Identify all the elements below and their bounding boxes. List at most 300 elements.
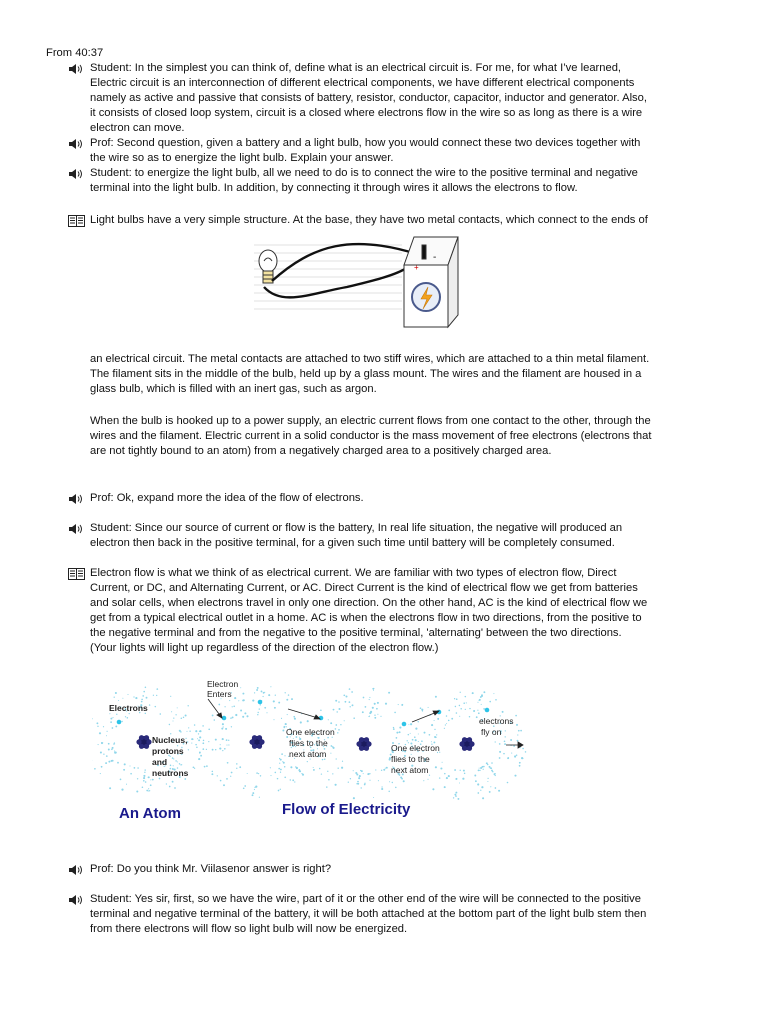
cloud-dot	[294, 781, 295, 782]
cloud-dot	[369, 699, 370, 700]
cloud-dot	[296, 767, 298, 769]
cloud-dot	[415, 739, 417, 741]
text-line: the negative terminal and from the negative to the positive terminal, 'alternating' between the two directions.	[90, 627, 622, 639]
wire-top	[272, 244, 420, 281]
cloud-dot	[460, 708, 462, 710]
cloud-dot	[202, 725, 204, 727]
cloud-dot	[437, 718, 439, 720]
cloud-dot	[266, 712, 267, 713]
cloud-dot	[195, 744, 197, 746]
cloud-dot	[503, 753, 505, 755]
cloud-dot	[123, 769, 125, 771]
cloud-dot	[188, 727, 189, 728]
cloud-dot	[189, 731, 190, 732]
text-line: terminal and negative terminal of the battery, it will be both attached at the bottom part of the light bulb stem then	[90, 908, 647, 920]
cloud-dot	[478, 770, 480, 772]
cloud-dot	[319, 768, 321, 770]
cloud-dot	[448, 775, 450, 777]
cloud-dot	[259, 797, 260, 798]
cloud-dot	[359, 775, 361, 777]
cloud-dot	[395, 787, 397, 789]
cloud-dot	[350, 778, 351, 779]
book-icon	[68, 568, 85, 580]
cloud-dot	[198, 733, 199, 734]
cloud-dot	[460, 692, 461, 693]
cloud-dot	[191, 743, 192, 744]
cloud-dot	[320, 709, 322, 711]
cloud-dot	[469, 708, 470, 709]
cloud-dot	[264, 692, 265, 693]
cloud-dot	[115, 692, 117, 694]
nucleus-particle	[144, 735, 149, 740]
cloud-dot	[293, 716, 295, 718]
cloud-dot	[514, 755, 516, 757]
nucleus-particle	[139, 735, 144, 740]
cloud-dot	[256, 772, 258, 774]
cloud-dot	[412, 739, 414, 741]
cloud-dot	[137, 778, 138, 779]
cloud-dot	[508, 757, 509, 758]
cloud-dot	[483, 769, 484, 770]
cloud-dot	[127, 717, 129, 719]
cloud-dot	[144, 772, 145, 773]
battery	[404, 237, 458, 327]
cloud-dot	[146, 697, 148, 699]
cloud-dot	[463, 770, 465, 772]
text-line: from there electrons will flow so light bulb will now be energized.	[90, 923, 408, 935]
flyon-label: fly on	[481, 727, 502, 737]
cloud-dot	[423, 780, 424, 781]
cloud-dot	[274, 707, 276, 709]
cloud-dot	[264, 707, 266, 709]
cloud-dot	[374, 714, 375, 715]
cloud-dot	[127, 694, 128, 695]
cloud-dot	[358, 777, 360, 779]
cloud-dot	[116, 714, 117, 715]
cloud-dot	[268, 694, 270, 696]
cloud-dot	[223, 726, 224, 727]
cloud-dot	[429, 734, 431, 736]
cloud-dot	[444, 786, 446, 788]
cloud-dot	[465, 709, 466, 710]
cloud-dot	[369, 780, 370, 781]
cloud-dot	[226, 745, 227, 746]
cloud-dot	[394, 712, 396, 714]
cloud-dot	[519, 762, 521, 764]
cloud-dot	[482, 797, 484, 799]
cloud-dot	[345, 701, 347, 703]
cloud-dot	[499, 751, 501, 753]
cloud-dot	[230, 776, 231, 777]
cloud-dot	[463, 702, 465, 704]
cloud-dot	[208, 741, 209, 742]
cloud-dot	[124, 763, 126, 765]
cloud-dot	[195, 730, 197, 732]
cloud-dot	[160, 713, 161, 714]
cloud-dot	[338, 701, 340, 703]
nucleus-label: Nucleus,	[152, 735, 188, 745]
cloud-dot	[181, 718, 183, 720]
cloud-dot	[222, 738, 224, 740]
cloud-dot	[115, 725, 117, 727]
cloud-dot	[156, 695, 157, 696]
cloud-dot	[460, 770, 461, 771]
cloud-dot	[228, 744, 229, 745]
cloud-dot	[202, 742, 204, 744]
cloud-dot	[100, 751, 102, 753]
cloud-dot	[444, 773, 446, 775]
cloud-dot	[415, 728, 417, 730]
cloud-dot	[424, 732, 426, 734]
text-line: When the bulb is hooked up to a power supply, an electric current flows from one contact to the other, through the	[90, 415, 651, 427]
arrow	[288, 709, 318, 718]
cloud-dot	[483, 691, 485, 693]
nucleus-particle	[467, 737, 472, 742]
cloud-dot	[200, 755, 202, 757]
cloud-dot	[280, 769, 282, 771]
speaker-icon	[68, 894, 84, 906]
text-line: glass bulb, which is filled with an inert gas, such as argon.	[90, 383, 377, 395]
cloud-dot	[214, 719, 216, 721]
cloud-dot	[410, 733, 411, 734]
cloud-dot	[218, 704, 220, 706]
cloud-dot	[328, 719, 329, 720]
cloud-dot	[422, 710, 423, 711]
cloud-dot	[174, 787, 176, 789]
cloud-dot	[331, 745, 333, 747]
cloud-dot	[149, 704, 150, 705]
cloud-dot	[228, 740, 229, 741]
cloud-dot	[504, 740, 506, 742]
cloud-dot	[284, 776, 286, 778]
cloud-dot	[125, 716, 126, 717]
cloud-dot	[226, 739, 228, 741]
cloud-dot	[399, 727, 401, 729]
cloud-dot	[477, 783, 479, 785]
cloud-dot	[330, 722, 332, 724]
cloud-dot	[141, 699, 143, 701]
cloud-dot	[487, 781, 488, 782]
cloud-dot	[427, 779, 428, 780]
flies-label: One electron	[286, 727, 335, 737]
cloud-dot	[101, 766, 103, 768]
cloud-dot	[108, 761, 110, 763]
nucleus-label: and	[152, 757, 168, 767]
cloud-dot	[451, 718, 453, 720]
cloud-dot	[435, 696, 437, 698]
cloud-dot	[373, 688, 374, 689]
cloud-dot	[170, 765, 172, 767]
cloud-dot	[239, 766, 241, 768]
cloud-dot	[481, 786, 483, 788]
cloud-dot	[381, 770, 382, 771]
cloud-dot	[396, 732, 398, 734]
cloud-dot	[516, 755, 517, 756]
cloud-dot	[385, 768, 386, 769]
cloud-dot	[386, 767, 388, 769]
cloud-dot	[489, 791, 491, 793]
cloud-dot	[380, 716, 381, 717]
cloud-dot	[232, 716, 234, 718]
cloud-dot	[363, 773, 364, 774]
cloud-dot	[142, 787, 144, 789]
cloud-dot	[277, 778, 279, 780]
cloud-dot	[212, 749, 214, 751]
cloud-dot	[388, 791, 389, 792]
cloud-dot	[431, 724, 433, 726]
cloud-dot	[143, 780, 145, 782]
cloud-dot	[133, 696, 134, 697]
cloud-dot	[113, 743, 114, 744]
cloud-dot	[233, 705, 235, 707]
cloud-dot	[361, 787, 362, 788]
cloud-dot	[94, 768, 96, 770]
cloud-dot	[369, 697, 370, 698]
cloud-dot	[479, 770, 480, 771]
flies-label: One electron	[391, 743, 440, 753]
cloud-dot	[302, 774, 304, 776]
cloud-dot	[238, 700, 239, 701]
cloud-dot	[376, 708, 378, 710]
cloud-dot	[340, 724, 341, 725]
cloud-dot	[290, 779, 291, 780]
cloud-dot	[351, 691, 353, 693]
cloud-dot	[327, 771, 328, 772]
cloud-dot	[169, 786, 171, 788]
cloud-dot	[480, 790, 481, 791]
cloud-dot	[227, 762, 229, 764]
cloud-dot	[215, 739, 217, 741]
cloud-dot	[455, 795, 457, 797]
flies-label: next atom	[289, 749, 327, 759]
cloud-dot	[98, 744, 99, 745]
cloud-dot	[129, 713, 130, 714]
cloud-dot	[287, 714, 288, 715]
cloud-dot	[97, 726, 98, 727]
cloud-dot	[446, 777, 448, 779]
cloud-dot	[345, 695, 347, 697]
arrow	[412, 712, 437, 722]
cloud-dot	[221, 728, 223, 730]
cloud-dot	[493, 693, 494, 694]
cloud-dot	[367, 773, 369, 775]
cloud-dot	[234, 697, 236, 699]
cloud-dot	[479, 768, 480, 769]
cloud-dot	[278, 702, 280, 704]
cloud-dot	[335, 728, 337, 730]
cloud-dot	[198, 758, 200, 760]
text-line: wires and the filament. Electric current in a solid conductor is the mass movement of free electrons (electrons that	[90, 430, 652, 442]
cloud-dot	[177, 761, 178, 762]
cloud-dot	[495, 775, 496, 776]
cloud-dot	[112, 727, 114, 729]
cloud-dot	[206, 749, 207, 750]
cloud-dot	[408, 724, 409, 725]
cloud-dot	[252, 792, 254, 794]
nucleus-particle	[364, 737, 369, 742]
cloud-dot	[514, 775, 516, 777]
cloud-dot	[453, 797, 454, 798]
atom-flow-diagram	[92, 672, 532, 827]
cloud-dot	[222, 723, 224, 725]
cloud-dot	[105, 762, 107, 764]
cloud-dot	[335, 784, 337, 786]
cloud-dot	[435, 766, 437, 768]
cloud-dot	[399, 731, 401, 733]
cloud-dot	[505, 736, 506, 737]
cloud-dot	[383, 769, 385, 771]
cloud-dot	[372, 707, 374, 709]
cloud-dot	[349, 688, 351, 690]
cloud-dot	[144, 769, 145, 770]
nucleus-particle	[252, 735, 257, 740]
cloud-dot	[377, 702, 379, 704]
cloud-dot	[212, 714, 214, 716]
cloud-dot	[408, 734, 410, 736]
nucleus-particle	[257, 744, 262, 749]
cloud-dot	[355, 772, 357, 774]
text-line: it consists of closed loop system, circuit is a closed where electrons flow in the wire so as long as there is a wire	[90, 107, 643, 119]
cloud-dot	[280, 789, 281, 790]
cloud-dot	[181, 764, 182, 765]
cloud-dot	[473, 710, 475, 712]
cloud-dot	[224, 706, 225, 707]
cloud-dot	[469, 716, 470, 717]
cloud-dot	[254, 789, 255, 790]
cloud-dot	[121, 789, 123, 791]
nucleus-label: protons	[152, 746, 184, 756]
nucleus-particle	[467, 746, 472, 751]
cloud-dot	[114, 750, 115, 751]
cloud-dot	[476, 716, 478, 718]
cloud-dot	[99, 732, 101, 734]
cloud-dot	[220, 744, 221, 745]
cloud-dot	[418, 734, 419, 735]
cloud-dot	[275, 772, 277, 774]
cloud-dot	[388, 692, 390, 694]
cloud-dot	[270, 686, 271, 687]
cloud-dot	[280, 759, 282, 761]
cloud-dot	[341, 767, 343, 769]
text-line: Student: Yes sir, first, so we have the wire, part of it or the other end of the wire will be connected to the positive	[90, 893, 641, 905]
cloud-dot	[142, 695, 144, 697]
text-line: Light bulbs have a very simple structure. At the base, they have two metal contacts, which connect to the ends of	[90, 214, 648, 226]
cloud-dot	[369, 712, 371, 714]
cloud-dot	[243, 787, 245, 789]
flies-label: flies to the	[391, 754, 430, 764]
cloud-dot	[487, 778, 488, 779]
electron	[402, 722, 407, 727]
cloud-dot	[136, 790, 138, 792]
cloud-dot	[196, 747, 198, 749]
cloud-dot	[321, 773, 322, 774]
cloud-dot	[282, 730, 284, 732]
cloud-dot	[343, 694, 345, 696]
cloud-dot	[439, 777, 440, 778]
cloud-dot	[328, 779, 330, 781]
timestamp: From 40:37	[46, 47, 104, 59]
cloud-dot	[129, 765, 130, 766]
cloud-dot	[414, 736, 416, 738]
cloud-dot	[381, 786, 382, 787]
cloud-dot	[283, 762, 285, 764]
cloud-dot	[242, 693, 244, 695]
cloud-dot	[448, 720, 450, 722]
cloud-dot	[417, 721, 418, 722]
text-line: Student: Since our source of current or flow is the battery, In real life situation, the negative will produced an	[90, 522, 623, 534]
cloud-dot	[135, 697, 137, 699]
cloud-dot	[464, 773, 465, 774]
cloud-dot	[143, 777, 145, 779]
arrowhead	[518, 742, 523, 748]
text-line: electron then back in the positive terminal, for a given such time until battery will be completely consumed.	[90, 537, 615, 549]
cloud-dot	[401, 778, 403, 780]
cloud-dot	[378, 780, 379, 781]
cloud-dot	[255, 786, 257, 788]
cloud-dot	[194, 768, 195, 769]
cloud-dot	[100, 773, 101, 774]
cloud-dot	[300, 721, 302, 723]
cloud-dot	[454, 794, 456, 796]
cloud-dot	[143, 775, 145, 777]
cloud-dot	[270, 767, 271, 768]
text-line: an electrical circuit. The metal contacts are attached to two stiff wires, which are attached to a thin metal filament.	[90, 353, 650, 365]
text-line: The filament sits in the middle of the bulb, held up by a glass mount. The wires and the filament are housed in a	[90, 368, 642, 380]
cloud-dot	[322, 759, 323, 760]
cloud-dot	[456, 698, 458, 700]
cloud-dot	[292, 779, 294, 781]
text-line: electron can move.	[90, 122, 185, 134]
cloud-dot	[183, 717, 184, 718]
cloud-dot	[446, 715, 448, 717]
cloud-dot	[294, 718, 296, 720]
cloud-dot	[166, 783, 167, 784]
cloud-dot	[110, 721, 112, 723]
speaker-icon	[68, 523, 84, 535]
cloud-dot	[495, 741, 496, 742]
cloud-dot	[217, 775, 218, 776]
cloud-dot	[332, 773, 333, 774]
cloud-dot	[393, 727, 394, 728]
cloud-dot	[121, 721, 122, 722]
cloud-dot	[92, 718, 93, 719]
cloud-dot	[477, 702, 478, 703]
cloud-dot	[148, 777, 149, 778]
cloud-dot	[517, 734, 518, 735]
cloud-dot	[278, 790, 280, 792]
cloud-dot	[232, 706, 233, 707]
cloud-dot	[434, 720, 435, 721]
cloud-dot	[103, 726, 104, 727]
cloud-dot	[454, 698, 455, 699]
text-line: Electron flow is what we think of as electrical current. We are familiar with two types of electron flow, Direct	[90, 567, 617, 579]
cloud-dot	[313, 769, 315, 771]
cloud-dot	[459, 783, 460, 784]
cloud-dot	[225, 728, 227, 730]
cloud-dot	[137, 767, 139, 769]
cloud-dot	[335, 700, 337, 702]
cloud-dot	[120, 779, 122, 781]
cloud-dot	[299, 770, 301, 772]
cloud-dot	[273, 719, 274, 720]
cloud-dot	[307, 761, 308, 762]
flies-label: flies to the	[289, 738, 328, 748]
cloud-dot	[365, 706, 367, 708]
cloud-dot	[117, 762, 119, 764]
text-line: are not tightly bound to an atom) from a negatively charged area to a positively charged area.	[90, 445, 552, 457]
text-line: namely as active and passive that consists of battery, resistor, conductor, capacitor, inductor and generator. Also,	[90, 92, 647, 104]
cloud-dot	[499, 757, 501, 759]
